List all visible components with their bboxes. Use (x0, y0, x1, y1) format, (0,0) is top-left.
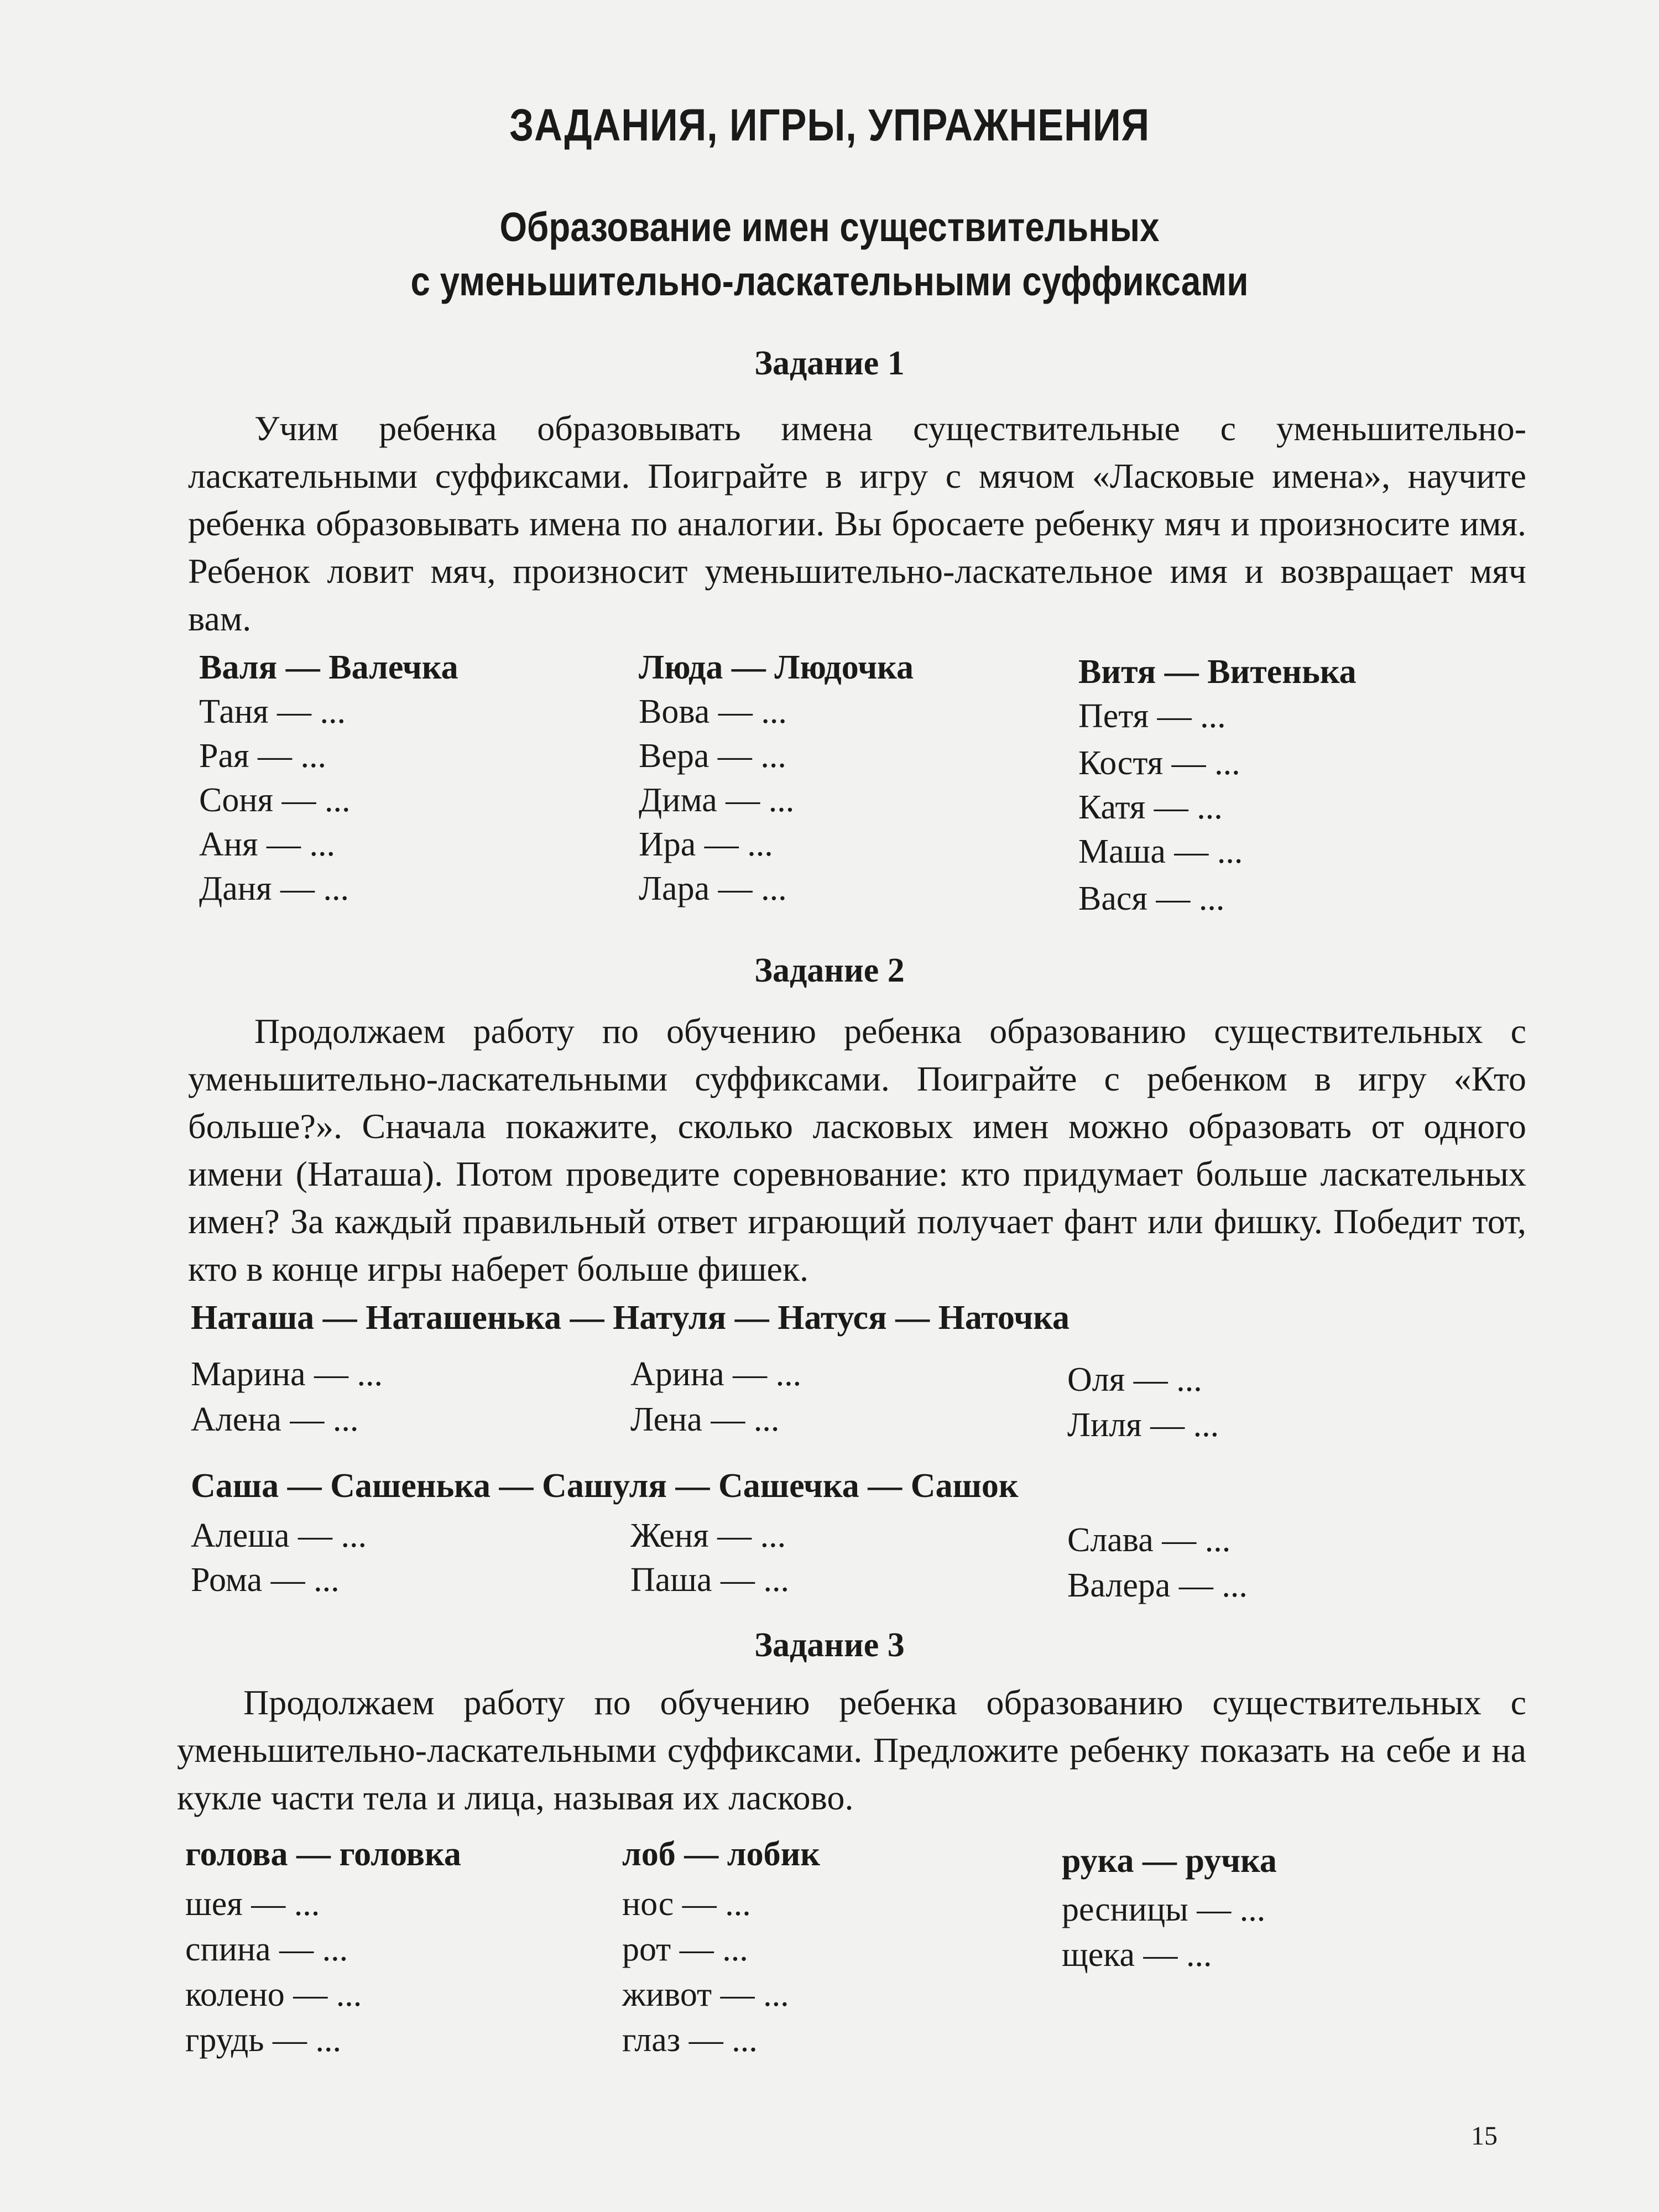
task-1-col-1-item: Даня — ... (199, 870, 349, 907)
task-2-group-1-item: Марина — ... (191, 1355, 383, 1393)
task-3-col-3-lead: рука — ручка (1062, 1842, 1277, 1880)
task-1-heading: Задание 1 (754, 345, 905, 382)
task-1-col-1-item: Рая — ... (199, 737, 327, 775)
task-3-col-2-item: нос — ... (622, 1885, 751, 1923)
task-1-col-1-item: Соня — ... (199, 781, 351, 819)
task-2-group-2-item: Алеша — ... (191, 1517, 367, 1554)
task-2-group-1-item: Лена — ... (630, 1401, 780, 1438)
task-1-col-2-item: Ира — ... (639, 826, 773, 863)
page-number: 15 (1471, 2121, 1498, 2151)
task-2-group-1-lead: Наташа — Наташенька — Натуля — Натуся — Наточка (191, 1299, 1070, 1337)
task-1-text (188, 405, 1526, 643)
section-title-line-2: с уменьшительно-ласкательными суффиксами (410, 258, 1249, 304)
task-2-group-1-item: Лиля — ... (1067, 1406, 1219, 1444)
task-2-text-body: Продолжаем работу по обучению ребенка образованию существительных с уменьшительно-ласкательными суффиксами. Поиграйте с ребенком в игру «Кто больше?». Сначала покажите, сколько ласковых имен можно образовать от одного имени (Наташа). Потом проведите соревнование: кто придумает больше ласкательных имен? За каждый правильный ответ играющий получает фант или фишку. Победит тот, кто в конце игры наберет больше фишек. (188, 1011, 1526, 1288)
task-2-group-1-item: Оля — ... (1067, 1361, 1202, 1399)
section-title-line-1: Образование имен существительных (499, 204, 1160, 250)
task-3-col-2-item: живот — ... (622, 1976, 789, 2013)
task-3-col-2-item: рот — ... (622, 1931, 748, 1968)
task-1-col-2-item: Вера — ... (639, 737, 786, 775)
task-2-group-2-item: Валера — ... (1067, 1567, 1248, 1604)
task-3-col-2-item: глаз — ... (622, 2021, 758, 2059)
task-2-group-2-item: Женя — ... (630, 1517, 786, 1554)
task-1-text-body: Учим ребенка образовывать имена существительные с уменьшительно-ласкательными суффиксами. Поиграйте в игру с мячом «Ласковые имена», научите ребенка образовывать имена по аналогии. Вы бросаете ребенку мяч и произносите имя. Ребенок ловит мяч, произносит уменьшительно-ласкательное имя и возвращает мяч вам. (188, 409, 1526, 638)
task-1-col-2-item: Дима — ... (639, 781, 795, 819)
section-title (116, 200, 1543, 309)
task-2-group-1-item: Алена — ... (191, 1401, 359, 1438)
task-3-text (177, 1679, 1526, 1822)
task-3-col-3-item: щека — ... (1062, 1936, 1212, 1974)
task-2-group-2-item: Рома — ... (191, 1561, 340, 1599)
task-1-col-3-lead: Витя — Витенька (1078, 653, 1357, 691)
task-2-group-2-item: Слава — ... (1067, 1521, 1231, 1559)
task-3-heading: Задание 3 (754, 1626, 905, 1664)
task-1-col-1-item: Аня — ... (199, 826, 335, 863)
task-2-group-2-item: Паша — ... (630, 1561, 790, 1599)
task-1-col-2-item: Лара — ... (639, 870, 787, 907)
task-1-col-1-lead: Валя — Валечка (199, 649, 458, 686)
task-1-col-3-item: Костя — ... (1078, 744, 1240, 782)
task-3-col-1-lead: голова — головка (185, 1835, 461, 1873)
task-3-text-body: Продолжаем работу по обучению ребенка образованию существительных с уменьшительно-ласкательными суффиксами. Предложите ребенку показать на себе и на кукле части тела и лица, называя их ласково. (177, 1683, 1526, 1817)
task-1-col-3-item: Петя — ... (1078, 697, 1226, 735)
task-3-col-2-lead: лоб — лобик (622, 1835, 821, 1873)
task-1-col-1-item: Таня — ... (199, 693, 346, 731)
task-2-group-2-lead: Саша — Сашенька — Сашуля — Сашечка — Сашок (191, 1467, 1019, 1505)
task-1-col-2-lead: Люда — Людочка (639, 649, 914, 686)
task-1-col-2-item: Вова — ... (639, 693, 787, 731)
page-title: ЗАДАНИЯ, ИГРЫ, УПРАЖНЕНИЯ (509, 100, 1150, 150)
task-1-col-3-item: Маша — ... (1078, 833, 1243, 870)
task-2-heading: Задание 2 (754, 952, 905, 989)
task-3-col-1-item: спина — ... (185, 1931, 348, 1968)
task-3-col-3-item: ресницы — ... (1062, 1891, 1266, 1928)
task-1-col-3-item: Вася — ... (1078, 880, 1225, 917)
task-3-col-1-item: шея — ... (185, 1885, 320, 1923)
task-2-text (188, 1008, 1526, 1293)
task-3-col-1-item: грудь — ... (185, 2021, 342, 2059)
task-2-group-1-item: Арина — ... (630, 1355, 802, 1393)
task-1-col-3-item: Катя — ... (1078, 789, 1223, 826)
task-3-col-1-item: колено — ... (185, 1976, 362, 2013)
